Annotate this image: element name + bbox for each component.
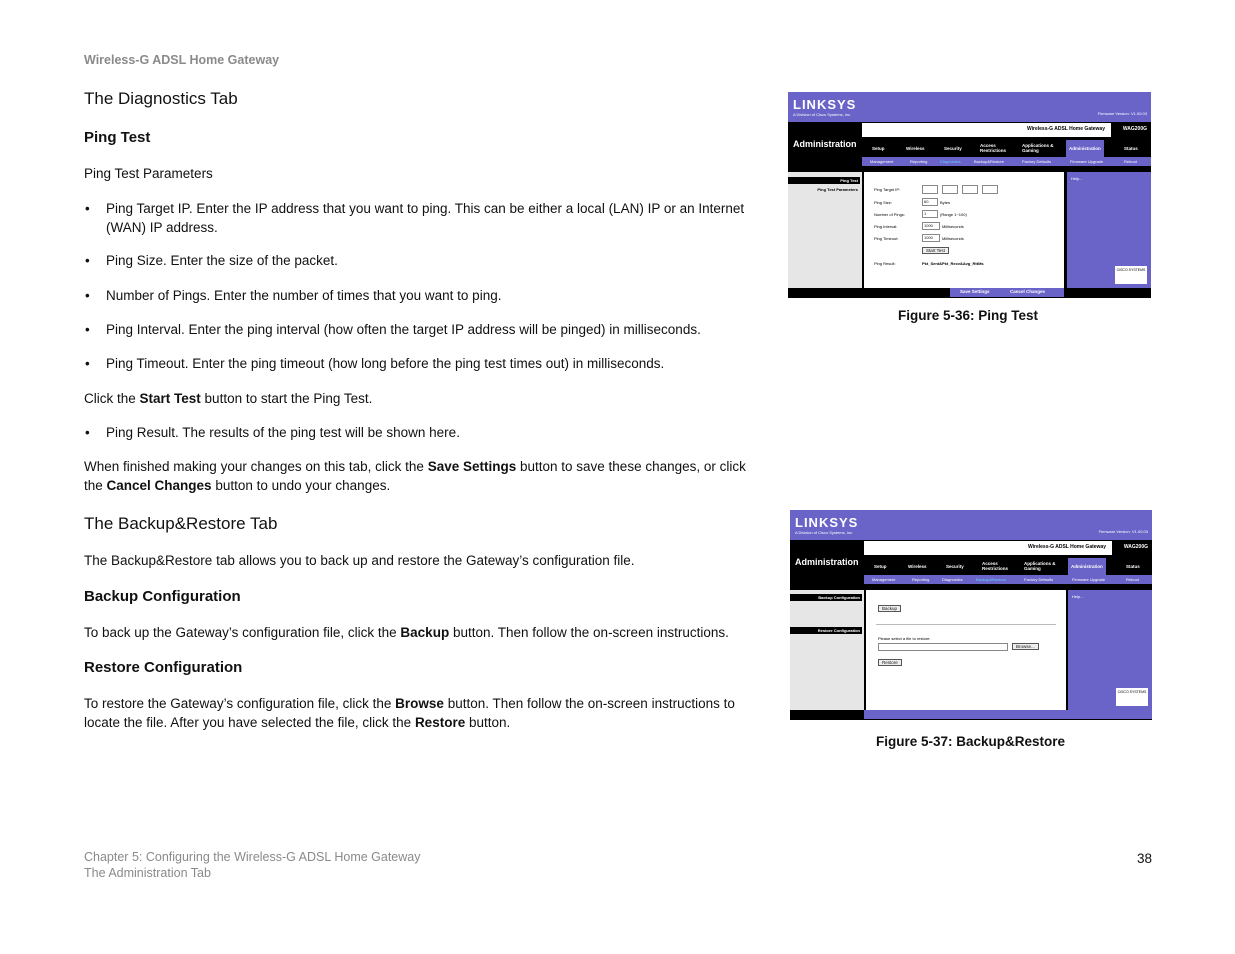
subtab-factory-defaults[interactable]: Factory Defaults — [1024, 577, 1054, 582]
field-label: Ping Interval: — [874, 224, 898, 229]
bullet-text: Ping Result. The results of the ping test will be shown here. — [106, 425, 460, 440]
restore-button[interactable]: Restore — [878, 659, 902, 666]
bullet-ping-size — [84, 251, 756, 270]
browse-button[interactable]: Browse... — [1012, 643, 1039, 650]
backup-restore-screenshot — [790, 510, 1152, 720]
cancel-changes-term: Cancel Changes — [106, 478, 212, 493]
product-name: Wireless-G ADSL Home Gateway — [1027, 544, 1106, 550]
backup-term: Backup — [400, 625, 450, 640]
main-tabs — [864, 558, 1152, 575]
product-name: Wireless-G ADSL Home Gateway — [1026, 126, 1105, 132]
tab-status[interactable]: Status — [1126, 564, 1140, 569]
text: button to start the Ping Test. — [200, 391, 373, 406]
restore-config-heading: Restore Configuration — [84, 659, 243, 676]
subtab-management[interactable]: Management — [872, 577, 896, 582]
bullet-dot: • — [85, 356, 90, 371]
ping-size-input[interactable]: 60 — [922, 198, 938, 206]
product-bar — [862, 123, 1111, 137]
subtab-management[interactable]: Management — [870, 159, 894, 164]
help-panel — [1068, 590, 1152, 710]
tab-applications-gaming[interactable]: Applications & Gaming — [1022, 143, 1054, 153]
tab-wireless[interactable]: Wireless — [908, 564, 927, 569]
ip-octet-4[interactable] — [982, 185, 998, 194]
field-label: Ping Timeout: — [874, 236, 899, 241]
tab-wireless[interactable]: Wireless — [906, 146, 925, 151]
left-label-backup: Backup Configuration — [790, 594, 862, 601]
firmware-version: Firmware Version: V1.00.03 — [1098, 529, 1148, 534]
divider — [876, 624, 1056, 625]
left-label-ping-test: Ping Test — [788, 177, 860, 184]
ping-test-heading: Ping Test — [84, 129, 151, 146]
tab-access-restrictions[interactable]: Access Restrictions — [982, 561, 1009, 571]
restore-file-input[interactable] — [878, 643, 1008, 651]
text: button to undo your changes. — [211, 478, 391, 493]
linksys-logo: LINKSYS — [795, 515, 859, 530]
text: Click the — [84, 391, 140, 406]
subtab-backup-restore[interactable]: Backup&Restore — [974, 159, 1005, 164]
bullet-text: Ping Timeout. Enter the ping timeout (how long before the ping test times out) in milliseconds. — [106, 356, 665, 371]
logo-subtitle: A Division of Cisco Systems, Inc. — [795, 530, 854, 535]
subtab-firmware-upgrade[interactable]: Firmware Upgrade — [1072, 577, 1106, 582]
field-label: Ping Size: — [874, 200, 893, 205]
running-header: Wireless-G ADSL Home Gateway — [84, 53, 280, 67]
unit-label: Milliseconds — [942, 236, 964, 241]
ip-octet-3[interactable] — [962, 185, 978, 194]
help-link[interactable]: Help... — [1072, 594, 1084, 599]
action-bar — [864, 710, 1152, 719]
text: To back up the Gateway’s configuration file, click the — [84, 625, 401, 640]
bullet-ping-result — [84, 423, 756, 442]
field-label: Ping Result: — [874, 261, 896, 266]
tab-security[interactable]: Security — [946, 564, 964, 569]
bullet-ping-interval — [84, 320, 756, 339]
cancel-changes-button[interactable]: Cancel Changes — [1010, 289, 1046, 294]
subtab-reporting[interactable]: Reporting — [912, 577, 930, 582]
select-file-label: Please select a file to restore: — [878, 636, 931, 641]
bullet-text: Number of Pings. Enter the number of times that you want to ping. — [106, 288, 502, 303]
ping-test-screenshot — [788, 92, 1151, 298]
tab-setup[interactable]: Setup — [872, 146, 885, 151]
firmware-version: Firmware Version: V1.00.03 — [1097, 111, 1147, 116]
bullet-ping-target — [84, 199, 756, 237]
main-tabs — [862, 140, 1151, 157]
subtab-factory-defaults[interactable]: Factory Defaults — [1022, 159, 1052, 164]
tab-access-restrictions[interactable]: Access Restrictions — [980, 143, 1007, 153]
bullet-dot: • — [85, 253, 90, 268]
subtab-backup-restore[interactable]: Backup&Restore — [976, 577, 1007, 582]
unit-label: Bytes — [940, 200, 951, 205]
bullet-dot: • — [85, 201, 90, 216]
finish-paragraph — [84, 457, 756, 495]
tab-applications-gaming[interactable]: Applications & Gaming — [1024, 561, 1056, 571]
linksys-logo: LINKSYS — [793, 97, 857, 112]
bullet-text: Ping Interval. Enter the ping interval (how often the target IP address will be pinged) in milliseconds. — [106, 322, 701, 337]
product-bar — [864, 541, 1112, 555]
restore-paragraph — [84, 694, 756, 732]
start-test-term: Start Test — [139, 391, 201, 406]
bullet-dot: • — [85, 322, 90, 337]
content-panel — [864, 172, 1064, 288]
left-panel — [790, 590, 864, 710]
field-label: Number of Pings: — [874, 212, 905, 217]
section-title: Administration — [793, 139, 857, 149]
sub-tabs — [862, 157, 1151, 166]
backup-button[interactable]: Backup — [878, 605, 901, 612]
tab-administration[interactable]: Administration — [1068, 558, 1106, 575]
ping-params-label: Ping Test Parameters — [84, 166, 213, 181]
bullet-dot: • — [85, 425, 90, 440]
backup-config-heading: Backup Configuration — [84, 588, 241, 605]
tab-setup[interactable]: Setup — [874, 564, 887, 569]
subtab-firmware-upgrade[interactable]: Firmware Upgrade — [1070, 159, 1104, 164]
bullet-number-of-pings — [84, 286, 756, 305]
browse-term: Browse — [395, 696, 444, 711]
ip-octet-2[interactable] — [942, 185, 958, 194]
page-number: 38 — [1137, 851, 1153, 866]
figure-caption-backup-restore: Figure 5-37: Backup&Restore — [876, 734, 1066, 749]
cisco-logo: CISCO SYSTEMS — [1116, 688, 1148, 706]
text: button. Then follow the on-screen instructions to locate the file. After you have selected the file, click the — [84, 696, 735, 730]
help-panel — [1067, 172, 1151, 288]
tab-security[interactable]: Security — [944, 146, 962, 151]
unit-label: Milliseconds — [942, 224, 964, 229]
backup-intro: The Backup&Restore tab allows you to back up and restore the Gateway’s configuration file. — [84, 553, 635, 568]
model-number: WAG200G — [1123, 544, 1148, 550]
tab-status[interactable]: Status — [1124, 146, 1138, 151]
help-link[interactable]: Help... — [1071, 176, 1083, 181]
subtab-reboot[interactable]: Reboot — [1124, 159, 1137, 164]
text: button to save these changes, or click the — [84, 459, 746, 493]
text: When finished making your changes on this tab, click the — [84, 459, 428, 474]
footer-chapter: Chapter 5: Configuring the Wireless-G ADSL Home Gateway — [84, 850, 421, 864]
save-settings-button[interactable]: Save Settings — [960, 289, 990, 294]
subtab-diagnostics[interactable]: Diagnostics — [942, 577, 963, 582]
content-panel — [866, 590, 1066, 710]
sub-tabs — [864, 575, 1152, 584]
ip-octet-1[interactable] — [922, 185, 938, 194]
diagnostics-heading: The Diagnostics Tab — [84, 89, 238, 108]
bullet-ping-timeout — [84, 354, 756, 373]
text: To restore the Gateway’s configuration file, click the — [84, 696, 396, 711]
restore-term: Restore — [414, 715, 466, 730]
start-test-button[interactable]: Start Test — [922, 247, 949, 254]
left-panel — [788, 172, 862, 288]
left-label-ping-params: Ping Test Parameters — [817, 187, 858, 192]
cisco-logo: CISCO SYSTEMS — [1115, 266, 1147, 284]
field-label: Ping Target IP: — [874, 187, 901, 192]
action-bar — [950, 288, 1064, 297]
number-of-pings-input[interactable]: 1 — [922, 210, 938, 218]
tab-administration[interactable]: Administration — [1066, 140, 1104, 157]
ping-timeout-input[interactable]: 1000 — [922, 234, 940, 242]
logo-subtitle: A Division of Cisco Systems, Inc. — [793, 112, 852, 117]
section-title: Administration — [795, 557, 859, 567]
ping-interval-input[interactable]: 1000 — [922, 222, 940, 230]
save-settings-term: Save Settings — [427, 459, 517, 474]
backup-restore-heading: The Backup&Restore Tab — [84, 514, 278, 533]
start-test-paragraph — [84, 389, 756, 408]
text: button. — [465, 715, 511, 730]
subtab-diagnostics[interactable]: Diagnostics — [940, 159, 961, 164]
bullet-text: Ping Target IP. Enter the IP address that you want to ping. This can be either a local (LAN) IP or an Internet (WAN) IP address. — [106, 201, 745, 235]
left-label-restore: Restore Configuration — [790, 627, 862, 634]
model-number: WAG200G — [1122, 126, 1147, 132]
text: button. Then follow the on-screen instructions. — [449, 625, 729, 640]
backup-paragraph — [84, 623, 756, 642]
subtab-reporting[interactable]: Reporting — [910, 159, 928, 164]
bullet-text: Ping Size. Enter the size of the packet. — [106, 253, 338, 268]
subtab-reboot[interactable]: Reboot — [1126, 577, 1139, 582]
figure-caption-ping-test: Figure 5-36: Ping Test — [898, 308, 1039, 323]
ping-result-value: Pkt_Sent&Pkt_Recv&Avg_RttMs — [922, 261, 984, 266]
unit-label: (Range 1~100) — [940, 212, 967, 217]
bullet-dot: • — [85, 288, 90, 303]
footer-section: The Administration Tab — [84, 866, 211, 880]
